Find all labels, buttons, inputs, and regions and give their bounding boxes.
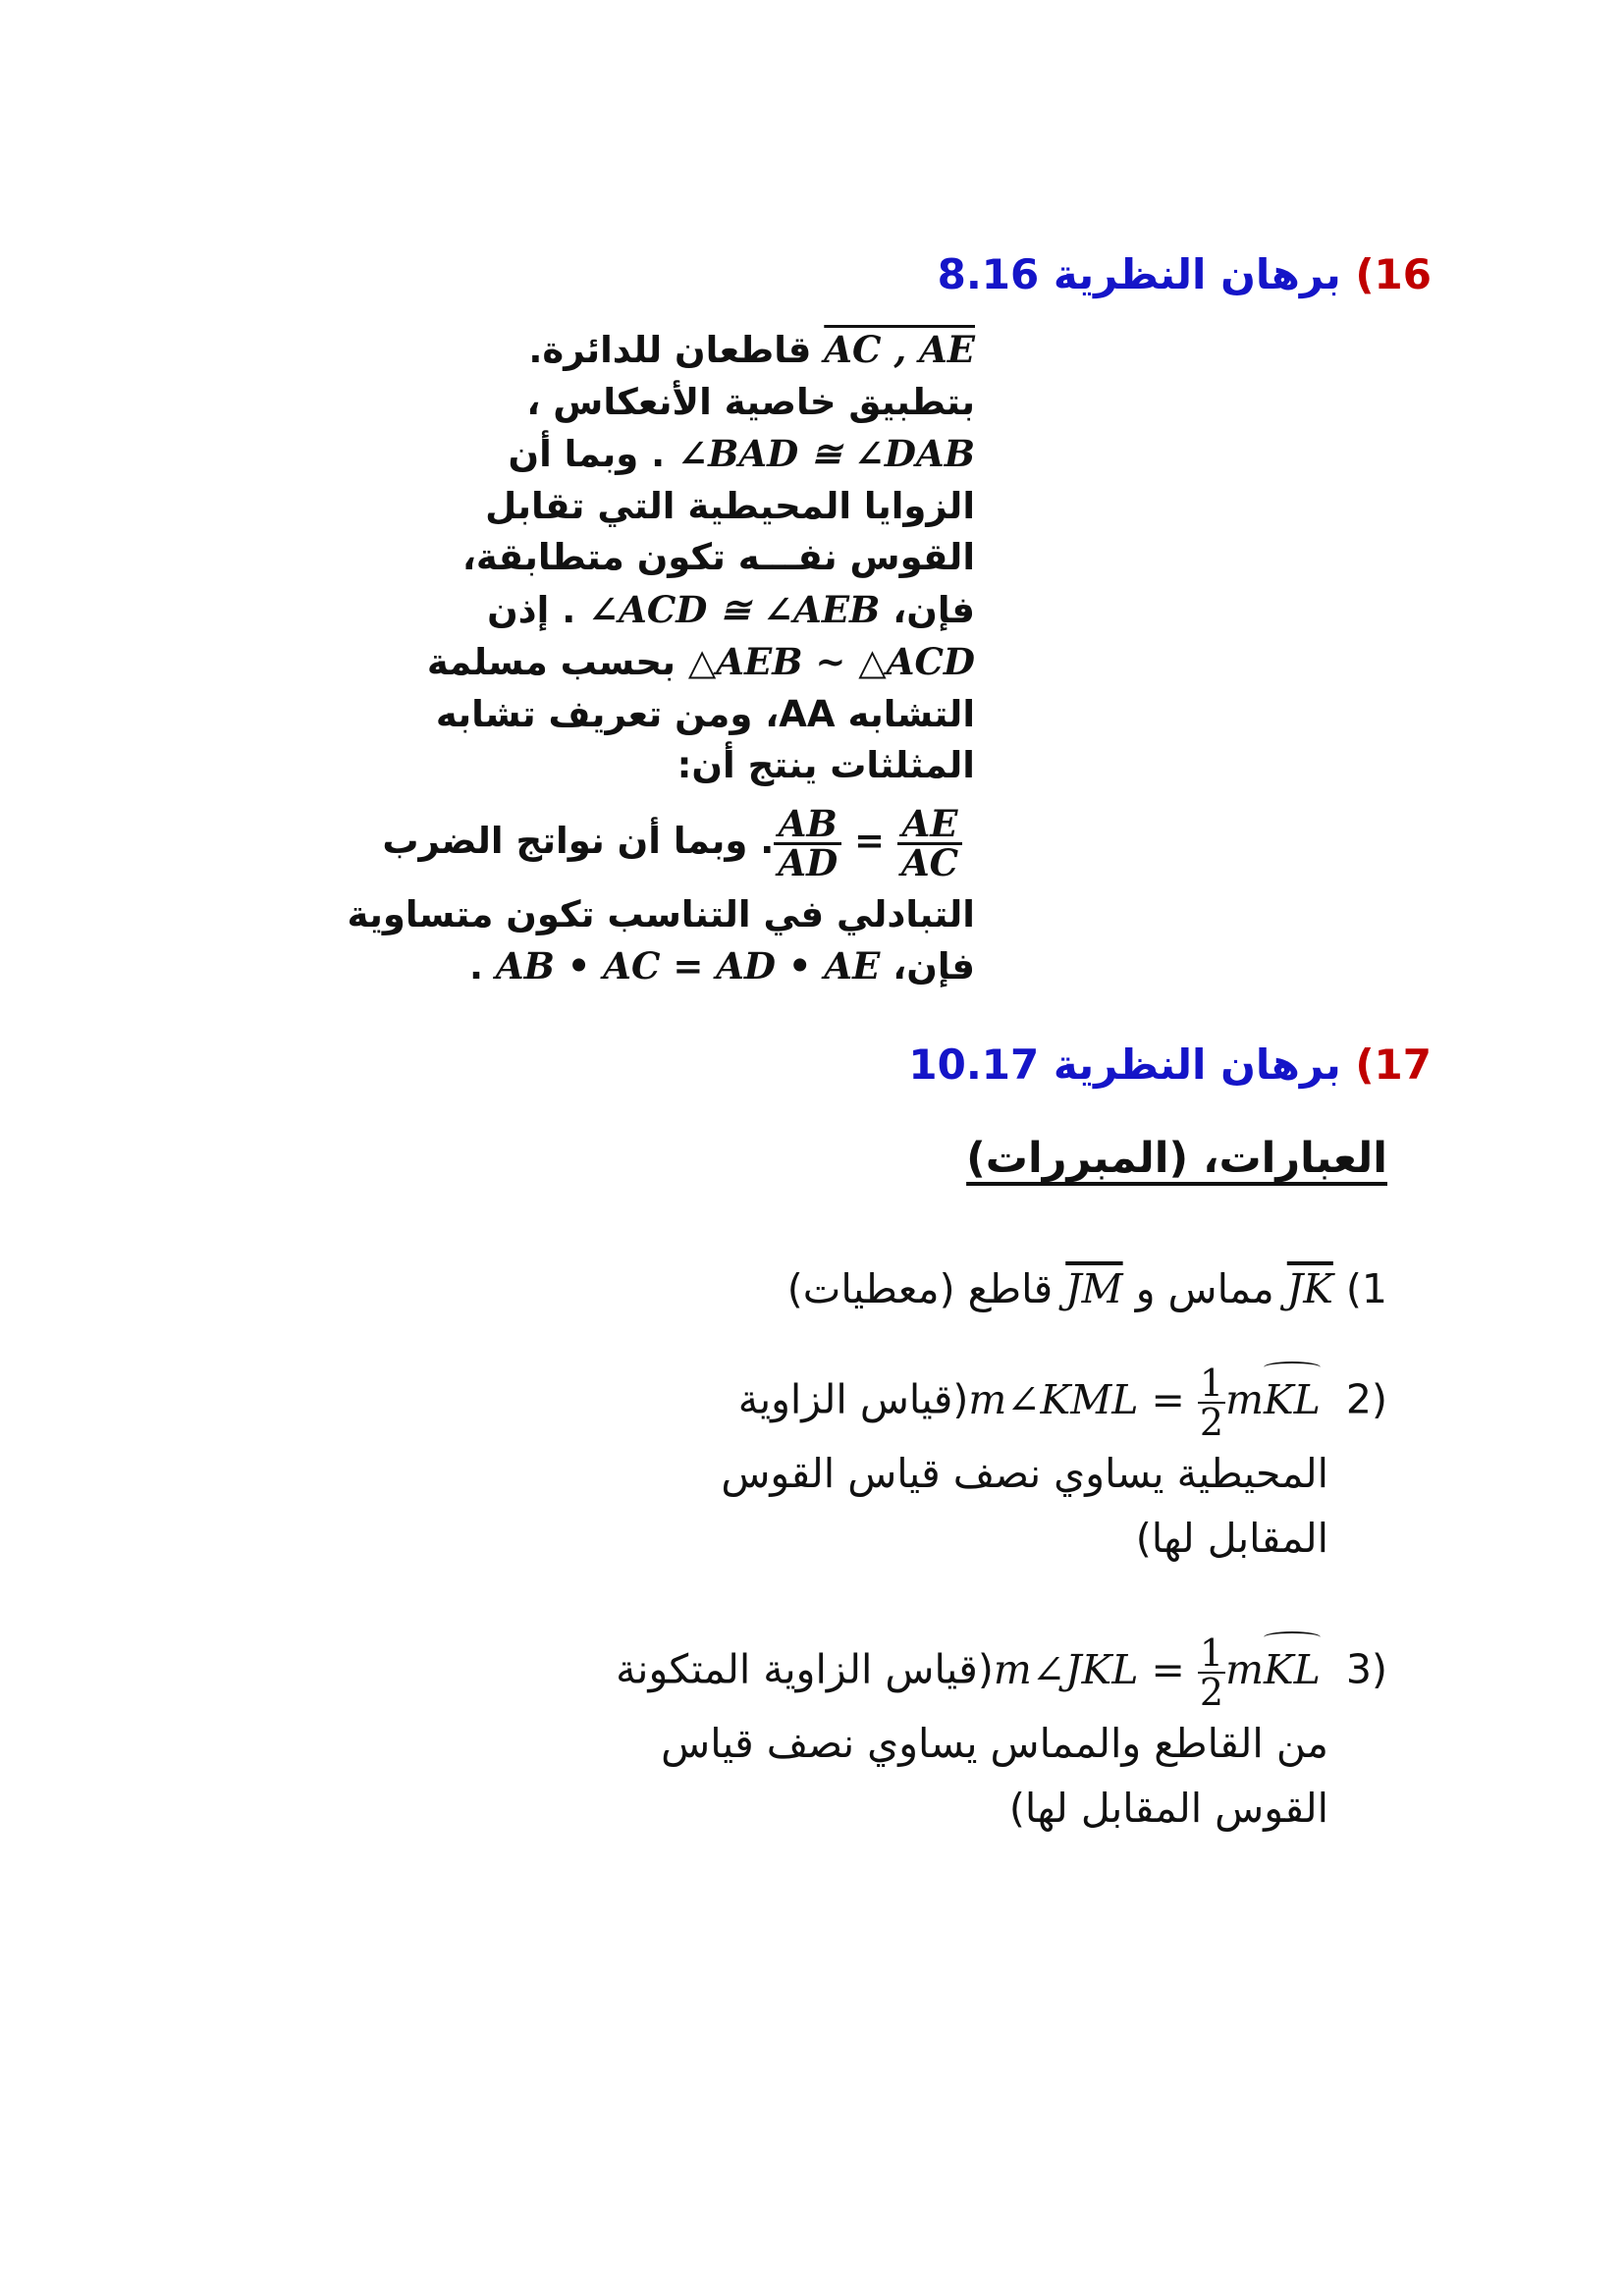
section-16-theorem: 8.16 xyxy=(937,250,1040,298)
proof-line-11: التبادلي في التناسب تكون متساوية xyxy=(347,892,975,935)
statement-2 xyxy=(721,1364,1387,1571)
proof-line-2: بتطبيق خاصية الأنعكاس ، xyxy=(526,380,975,423)
secants-math: AC , AE xyxy=(824,328,975,371)
fraction-ab-ad: $\frac{AB}{AD}$ xyxy=(774,806,841,881)
half-fraction: $\frac{1}{2}$ xyxy=(1199,1362,1224,1444)
fraction-ae-ac: $\frac{AE}{AC}$ xyxy=(897,806,962,881)
proof-line-6-pre: فإن، xyxy=(893,588,975,631)
proof-line-6 xyxy=(348,584,975,637)
proof-line-9: المثلثات ينتج أن: xyxy=(676,744,975,786)
segment-jk: $\overline{JK}$ xyxy=(1286,1265,1333,1312)
statement-3-number: (3 xyxy=(1345,1645,1387,1693)
proof-line-4: الزوايا المحيطية التي تقابل xyxy=(485,484,975,527)
statement-2-number: (2 xyxy=(1345,1375,1387,1423)
half-fraction: $\frac{1}{2}$ xyxy=(1199,1631,1224,1714)
section-17-title: برهان النظرية xyxy=(1053,1041,1341,1089)
segment-jm: $\overline{JM}$ xyxy=(1065,1265,1123,1312)
statement-3-reason-2: من القاطع والمماس يساوي نصف قياس xyxy=(661,1720,1328,1767)
statement-2-reason-2: المحيطية يساوي نصف قياس القوس xyxy=(721,1450,1328,1497)
proof-line-6-post: . إذن xyxy=(487,588,576,631)
proof-line-12 xyxy=(348,940,975,993)
product-equation: AB • AC = AD • AE xyxy=(495,944,881,988)
proof-line-3-text: . وبما أن xyxy=(508,433,666,475)
statement-1-number: 1) xyxy=(1345,1265,1387,1312)
statement-2-reason-3: المقابل لها) xyxy=(1135,1515,1328,1562)
proof-line-10 xyxy=(348,801,975,884)
statements-reasons-title: العبارات، (المبررات) xyxy=(966,1134,1387,1183)
statement-2-math: m∠KML = $\frac{1}{2}$ mKL xyxy=(968,1362,1321,1444)
statement-1-text-1: مماس و xyxy=(1135,1265,1274,1312)
proof-line-10-text: . وبما أن نواتج الضرب xyxy=(382,819,775,862)
section-16-heading xyxy=(938,250,1432,298)
triangle-similarity: △AEB ~ △ACD xyxy=(687,640,975,683)
statement-3 xyxy=(616,1631,1387,1841)
proof-line-7 xyxy=(348,636,975,689)
section-16-proof xyxy=(348,324,975,993)
statement-3-math: m∠JKL = $\frac{1}{2}$ mKL xyxy=(993,1631,1321,1714)
proof-line-12-post: . xyxy=(468,945,484,988)
statement-1-text-2: قاطع (معطيات) xyxy=(786,1265,1054,1312)
statement-1 xyxy=(787,1256,1387,1321)
proof-line-3 xyxy=(348,428,975,481)
angle-congruence-2: ∠ACD ≅ ∠AEB xyxy=(588,587,881,631)
proof-line-8: التشابه AA، ومن تعريف تشابه xyxy=(435,692,975,735)
section-17-theorem: 10.17 xyxy=(908,1041,1040,1089)
proof-line-7-text: بحسب مسلمة xyxy=(426,641,676,683)
equals-sign: = xyxy=(854,818,886,862)
angle-congruence-1: ∠BAD ≅ ∠DAB xyxy=(677,432,975,475)
statement-3-reason-3: القوس المقابل لها) xyxy=(1008,1785,1328,1832)
section-16-title: برهان النظرية xyxy=(1053,250,1341,298)
proof-line-1 xyxy=(348,324,975,377)
secants-text: قاطعان للدائرة. xyxy=(528,329,812,371)
statement-2-reason-1: (قياس الزاوية xyxy=(737,1375,969,1423)
arc-kl: KL xyxy=(1264,1637,1321,1702)
section-16-number: 16) xyxy=(1355,250,1432,298)
section-17-heading xyxy=(908,1041,1432,1089)
proof-line-12-pre: فإن، xyxy=(893,945,975,988)
section-17-number: 17) xyxy=(1355,1041,1432,1089)
statement-3-reason-1: (قياس الزاوية المتكونة xyxy=(616,1645,994,1693)
arc-kl: KL xyxy=(1264,1367,1321,1432)
proof-line-5: القوس نفـــه تكون متطابقة، xyxy=(461,536,975,578)
proportion xyxy=(774,801,975,884)
